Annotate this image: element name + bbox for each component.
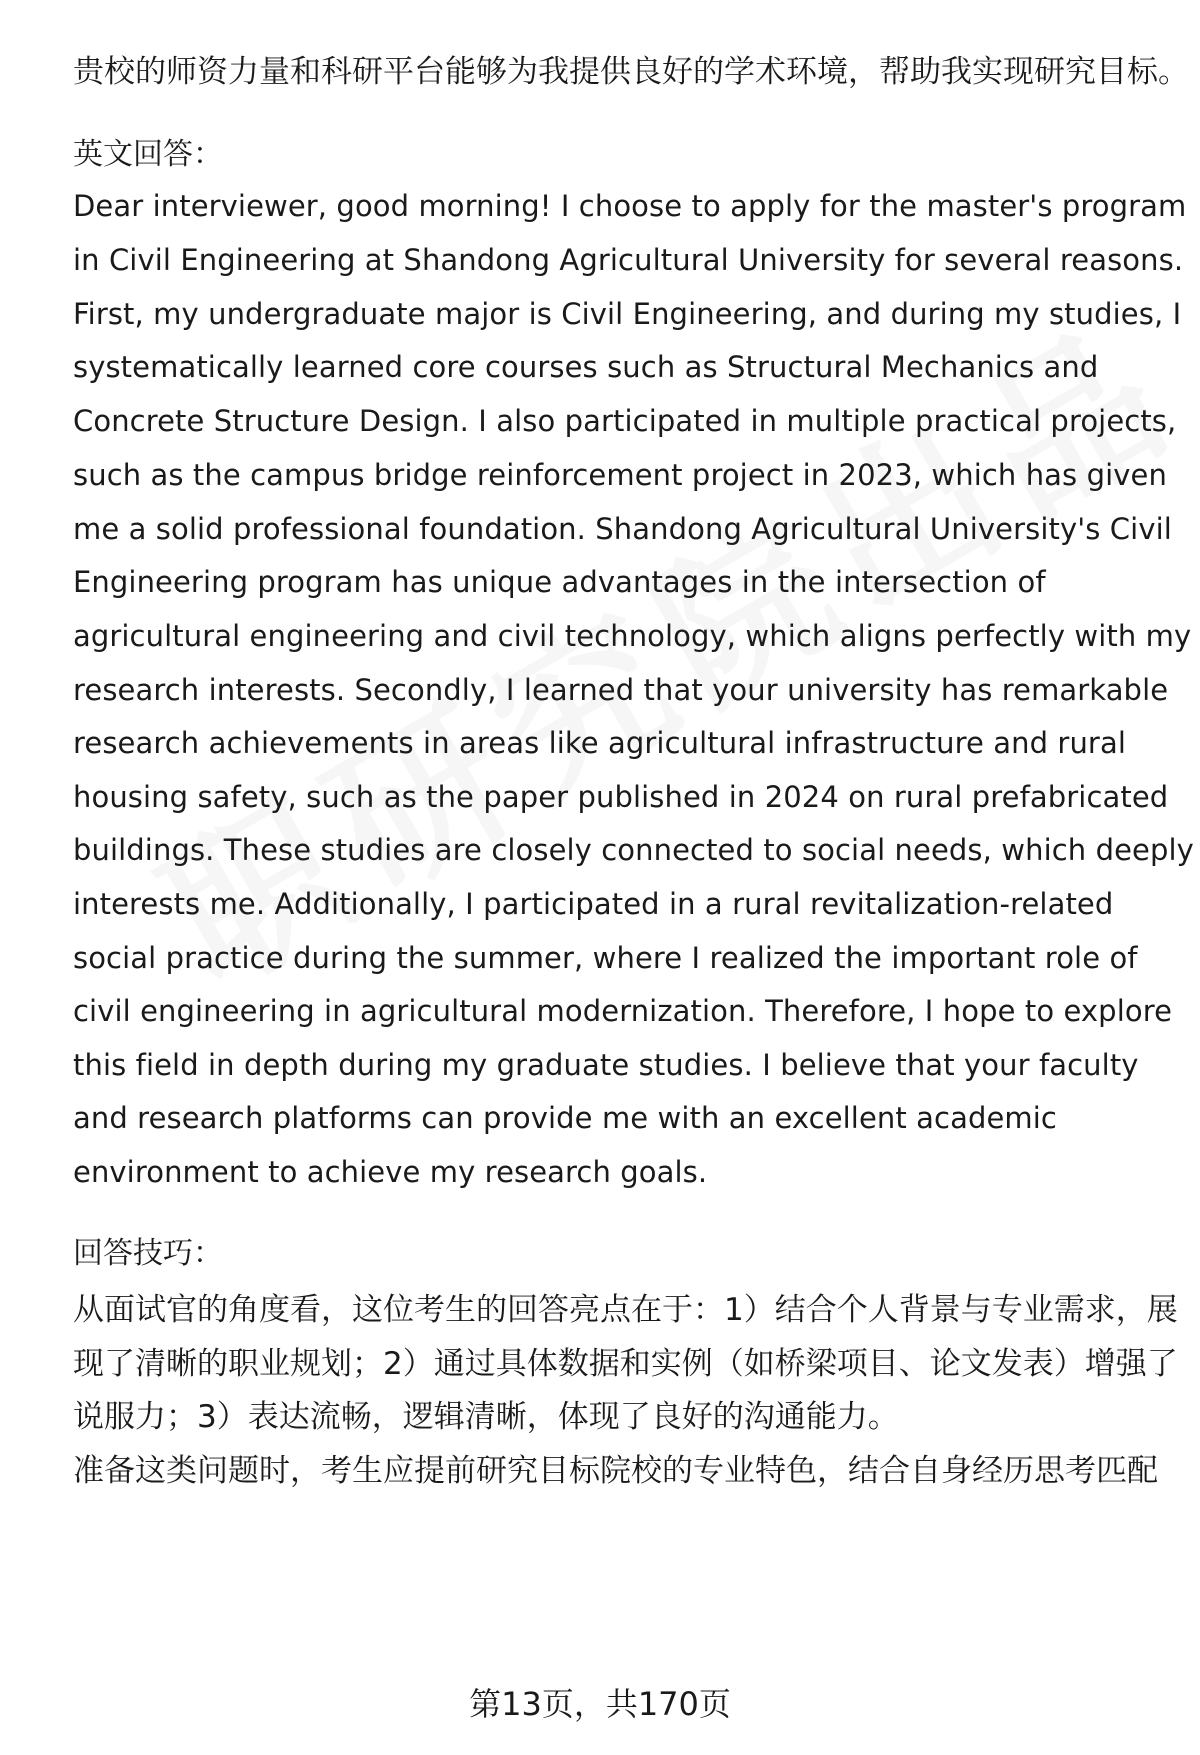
english-line: such as the campus bridge reinforcement project in 2023, which has given — [73, 458, 1167, 492]
english-line: Dear interviewer, good morning! I choose to apply for the master's program — [73, 189, 1187, 223]
english-line: First, my undergraduate major is Civil Engineering, and during my studies, I — [73, 297, 1182, 331]
tips-line: 准备这类问题时，考生应提前研究目标院校的专业特色，结合自身经历思考匹配 — [73, 1453, 1158, 1489]
english-line: this field in depth during my graduate studies. I believe that your faculty — [73, 1048, 1139, 1082]
english-line: buildings. These studies are closely connected to social needs, which deeply — [73, 833, 1194, 867]
english-line: research interests. Secondly, I learned that your university has remarkable — [73, 673, 1169, 707]
english-line: and research platforms can provide me with an excellent academic — [73, 1101, 1057, 1135]
english-line: environment to achieve my research goals. — [73, 1155, 708, 1189]
tips-line: 从面试官的角度看，这位考生的回答亮点在于：1）结合个人背景与专业需求，展 — [73, 1292, 1178, 1328]
intro-line: 贵校的师资力量和科研平台能够为我提供良好的学术环境，帮助我实现研究目标。 — [73, 54, 1189, 90]
english-line: research achievements in areas like agricultural infrastructure and rural — [73, 726, 1126, 760]
english-line: interests me. Additionally, I participated in a rural revitalization-related — [73, 887, 1114, 921]
english-line: civil engineering in agricultural modernization. Therefore, I hope to explore — [73, 994, 1173, 1028]
english-line: housing safety, such as the paper published in 2024 on rural prefabricated — [73, 780, 1169, 814]
english-line: systematically learned core courses such as Structural Mechanics and — [73, 350, 1099, 384]
english-answer-heading: 英文回答： — [73, 137, 223, 172]
english-line: agricultural engineering and civil technology, which aligns perfectly with my — [73, 619, 1192, 653]
english-line: Concrete Structure Design. I also participated in multiple practical projects, — [73, 404, 1177, 438]
tips-heading: 回答技巧： — [73, 1236, 223, 1271]
english-line: social practice during the summer, where I realized the important role of — [73, 941, 1138, 975]
tips-line: 说服力；3）表达流畅，逻辑清晰，体现了良好的沟通能力。 — [73, 1399, 899, 1435]
tips-line: 现了清晰的职业规划；2）通过具体数据和实例（如桥梁项目、论文发表）增强了 — [73, 1346, 1178, 1382]
english-line: Engineering program has unique advantages in the intersection of — [73, 565, 1046, 599]
page-number: 第13页，共170页 — [469, 1685, 731, 1723]
english-line: me a solid professional foundation. Shandong Agricultural University's Civil — [73, 512, 1172, 546]
english-line: in Civil Engineering at Shandong Agricultural University for several reasons. — [73, 243, 1184, 277]
